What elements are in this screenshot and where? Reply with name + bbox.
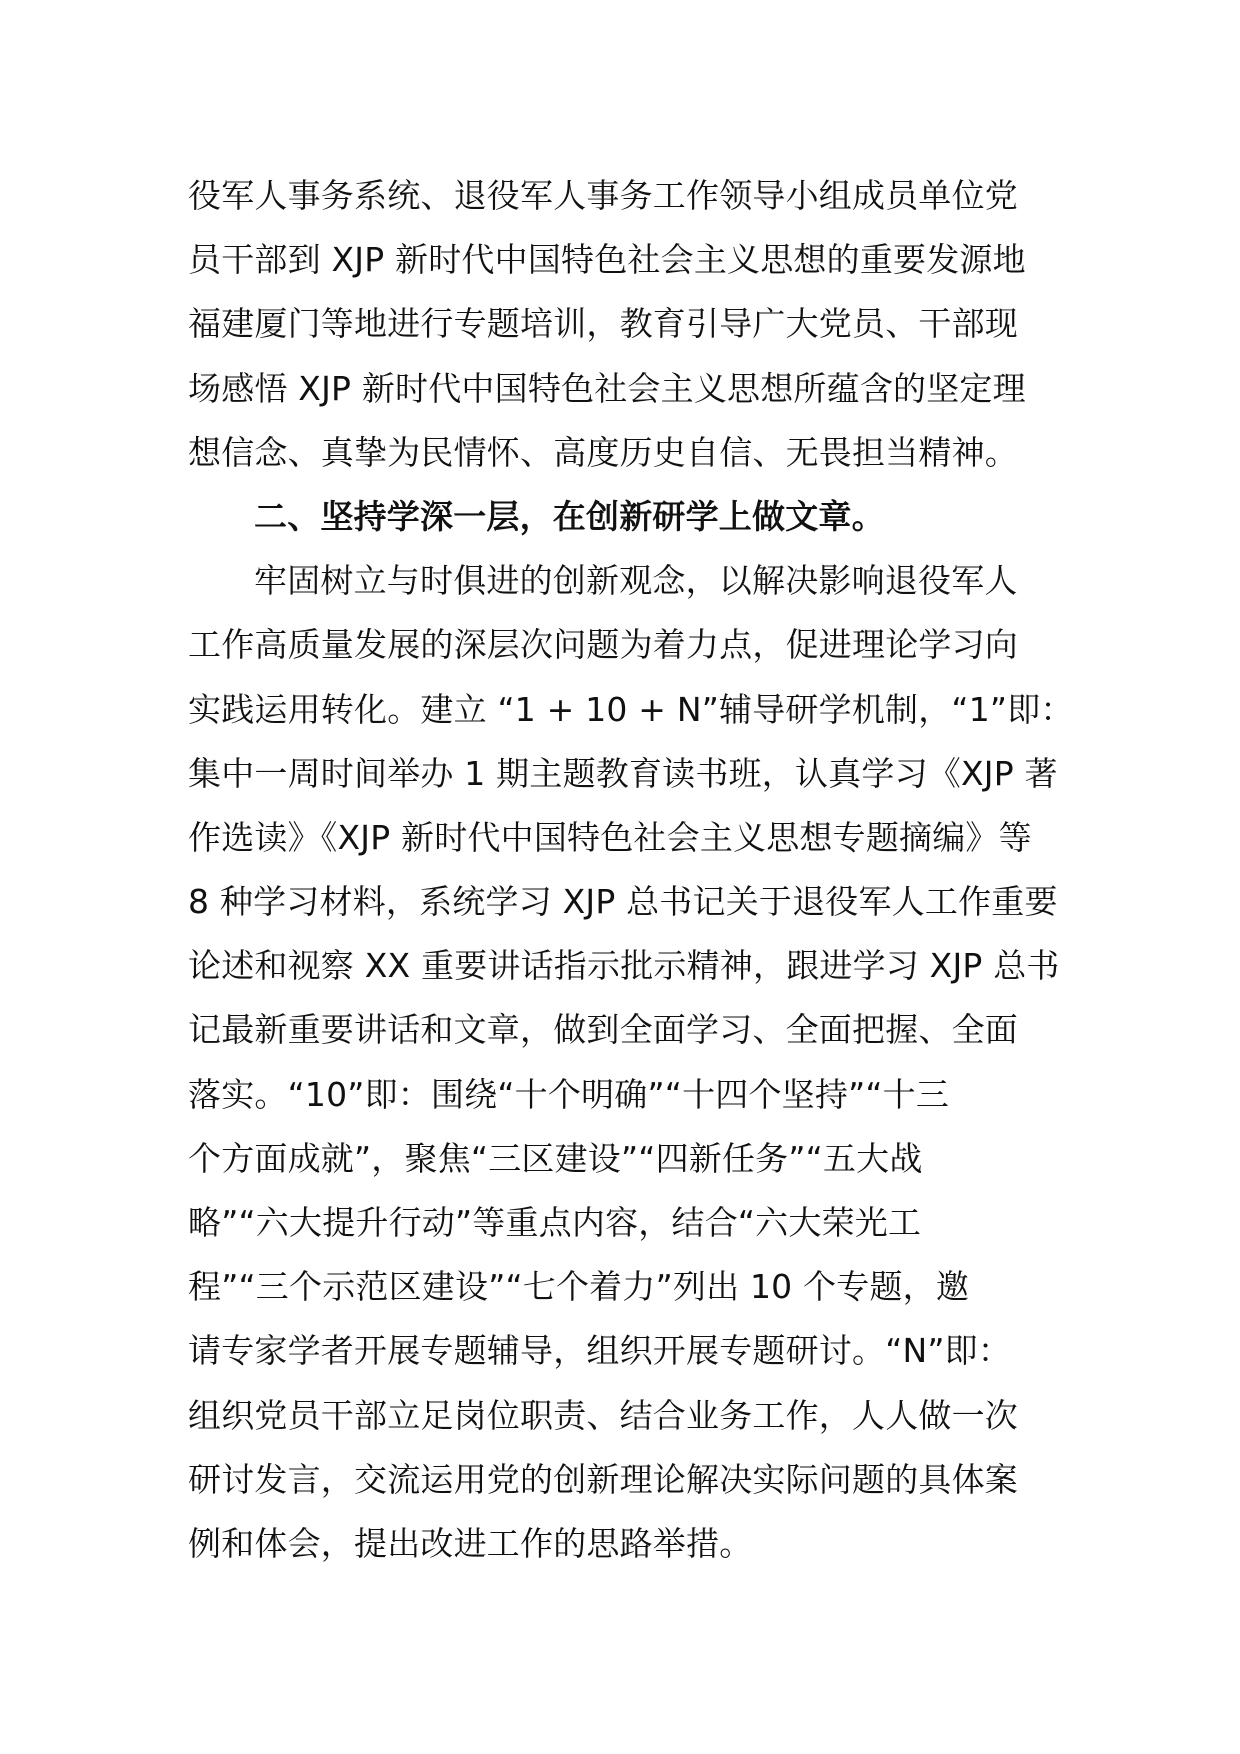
paragraph-line: 福建厦门等地进行专题培训，教育引导广大党员、干部现 [188,304,1018,344]
paragraph-line: 记最新重要讲话和文章，做到全面学习、全面把握、全面 [188,1010,1018,1050]
paragraph-line: 组织党员干部立足岗位职责、结合业务工作，人人做一次 [188,1395,1018,1435]
paragraph-line: 场感悟 XJP 新时代中国特色社会主义思想所蕴含的坚定理 [188,368,1026,408]
paragraph-line: 论述和视察 XX 重要讲话指示批示精神，跟进学习 XJP 总书 [188,946,1060,986]
document-body [188,164,1074,1576]
paragraph-line: 例和体会，提出改进工作的思路举措。 [188,1523,753,1563]
paragraph-line: 研讨发言，交流运用党的创新理论解决实际问题的具体案 [188,1459,1018,1499]
paragraph-line: 作选读》《XJP 新时代中国特色社会主义思想专题摘编》等 [188,817,1032,857]
paragraph-line: 8 种学习材料，系统学习 XJP 总书记关于退役军人工作重要 [188,882,1058,922]
paragraph-line: 工作高质量发展的深层次问题为着力点，促进理论学习向 [188,625,1018,665]
paragraph-line: 实践运用转化。建立 “1 + 10 + N”辅导研学机制，“1”即： [188,689,1074,729]
paragraph-line: 集中一周时间举办 1 期主题教育读书班，认真学习《XJP 著 [188,753,1058,793]
paragraph-line: 程”“三个示范区建设”“七个着力”列出 10 个专题，邀 [188,1267,970,1307]
paragraph-line: 略”“六大提升行动”等重点内容，结合“六大荣光工 [188,1203,922,1242]
paragraph-line: 员干部到 XJP 新时代中国特色社会主义思想的重要发源地 [188,240,1026,280]
paragraph-line: 想信念、真挚为民情怀、高度历史自信、无畏担当精神。 [188,432,1018,472]
paragraph-line: 请专家学者开展专题辅导，组织开展专题研讨。“N”即： [188,1331,1012,1371]
paragraph-line: 个方面成就”，聚焦“三区建设”“四新任务”“五大战 [188,1138,923,1178]
paragraph-line: 牢固树立与时俱进的创新观念，以解决影响退役军人 [254,561,1018,601]
paragraph-line: 役军人事务系统、退役军人事务工作领导小组成员单位党 [188,176,1018,215]
section-heading: 二、坚持学深一层，在创新研学上做文章。 [254,496,885,536]
paragraph-line: 落实。“10”即：围绕“十个明确”“十四个坚持”“十三 [188,1074,950,1114]
